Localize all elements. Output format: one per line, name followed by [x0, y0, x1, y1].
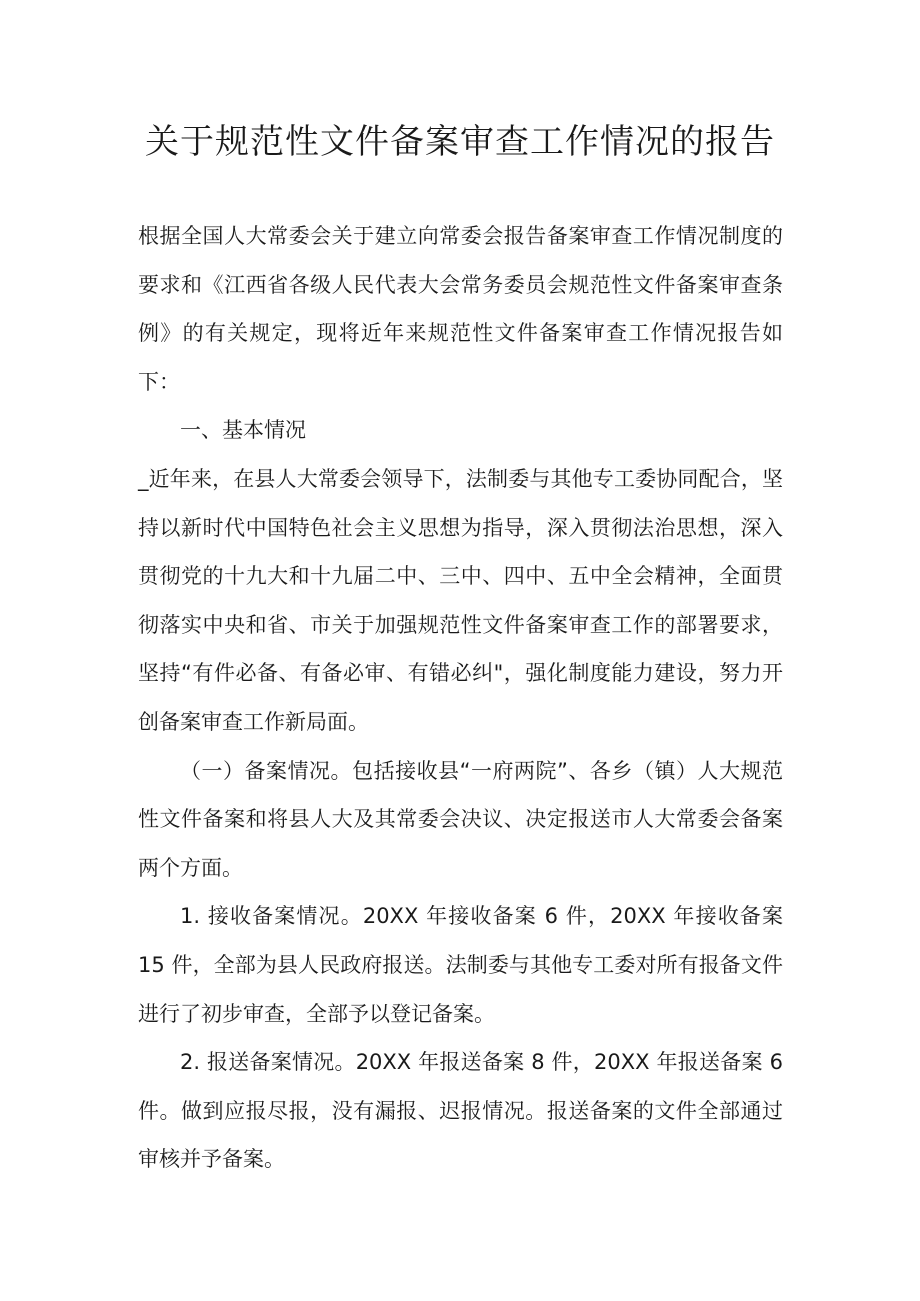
- section-heading-basic-situation: 一、基本情况: [180, 418, 306, 443]
- overview-paragraph: _近年来，在县人大常委会领导下，法制委与其他专工委协同配合，坚持以新时代中国特色社会主义思想为指导，深入贯彻法治思想，深入贯彻党的十九大和十九届二中、三中、四中、五中全会精神，全面贯彻落实中央和省、市关于加强规范性文件备案审查工作的部署要求，坚持“有件必备、有备必审、有错必纠"，强化制度能力建设，努力开创备案审查工作新局面。: [138, 466, 783, 734]
- document-body: [138, 212, 783, 1184]
- intro-paragraph: 根据全国人大常委会关于建立向常委会报告备案审查工作情况制度的要求和《江西省各级人民代表大会常务委员会规范性文件备案审查条例》的有关规定，现将近年来规范性文件备案审查工作情况报告如下：: [138, 224, 783, 394]
- filing-situation-paragraph: （一）备案情况。包括接收县“一府两院”、各乡（镇）人大规范性文件备案和将县人大及其常委会决议、决定报送市人大常委会备案两个方面。: [138, 758, 783, 880]
- document-title: 关于规范性文件备案审查工作情况的报告: [145, 122, 775, 162]
- receiving-filing-paragraph: 1. 接收备案情况。20XX 年接收备案 6 件，20XX 年接收备案 15 件，全部为县人民政府报送。法制委与其他专工委对所有报备文件进行了初步审查，全部予以登记备案。: [138, 904, 783, 1026]
- submitting-filing-paragraph: 2. 报送备案情况。20XX 年报送备案 8 件，20XX 年报送备案 6 件。做到应报尽报，没有漏报、迟报情况。报送备案的文件全部通过审核并予备案。: [138, 1050, 783, 1172]
